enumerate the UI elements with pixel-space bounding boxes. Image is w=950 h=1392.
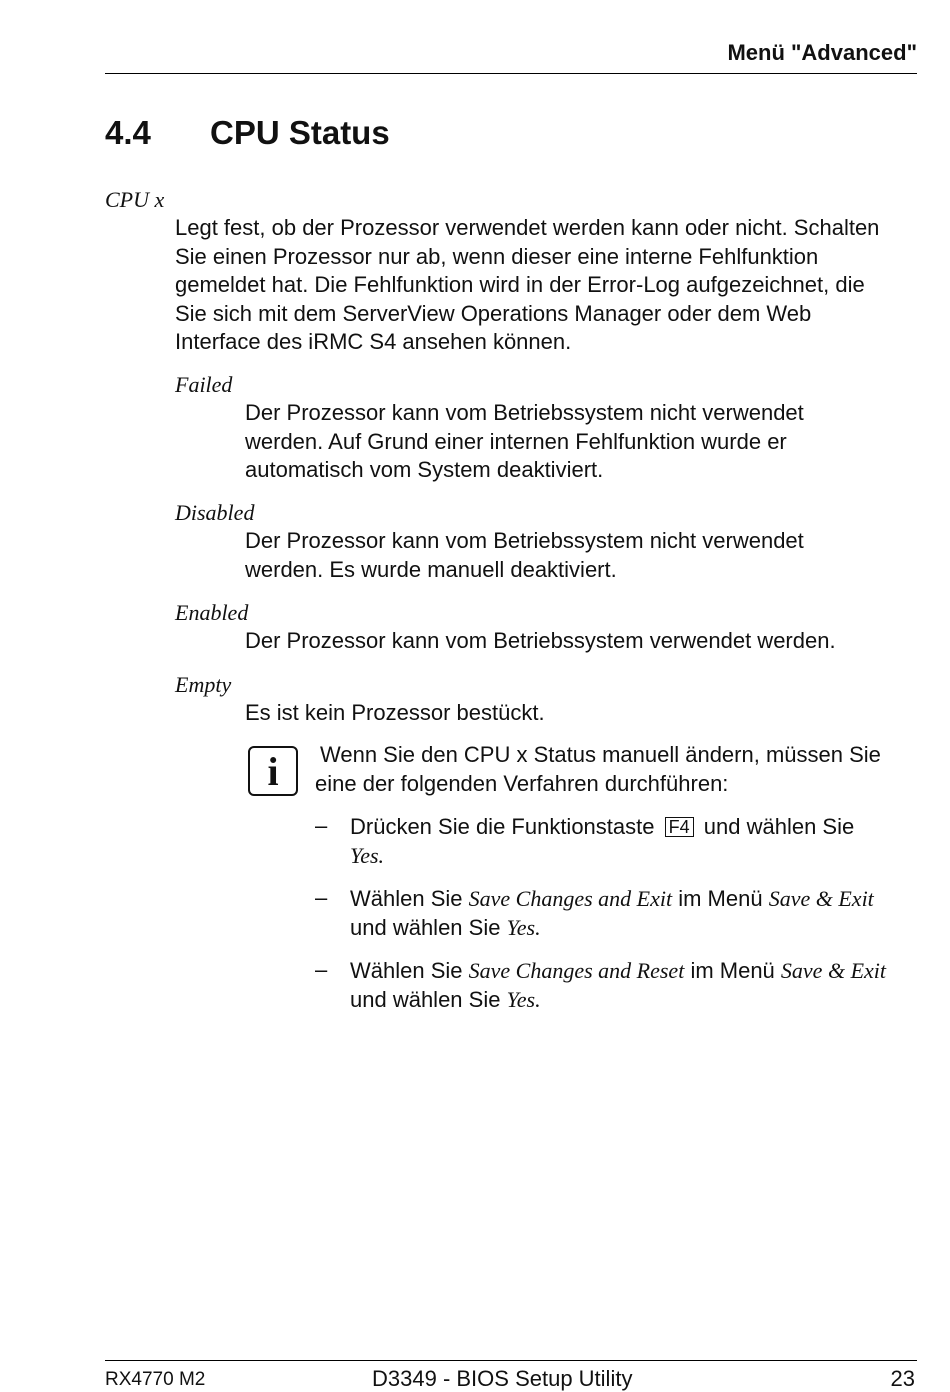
bullet-item — [350, 813, 910, 870]
option-desc-line: Der Prozessor kann vom Betriebssystem verwendet werden. — [245, 628, 836, 653]
note-line: Wenn Sie den CPU x Status manuell ändern, müssen Sie — [320, 742, 881, 767]
bullet-text: Wählen Sie — [350, 886, 463, 911]
bullet-dash: – — [315, 957, 328, 982]
bullet-line — [350, 957, 925, 986]
punctuation: . — [535, 986, 541, 1012]
footer-model: RX4770 M2 — [105, 1369, 206, 1390]
bullet-item — [350, 885, 920, 942]
option-value: Yes — [506, 986, 536, 1012]
punctuation: . — [535, 914, 541, 940]
section-number: 4.4 — [105, 114, 151, 151]
option-desc-line: Es ist kein Prozessor bestückt. — [245, 700, 545, 725]
option-desc-enabled — [245, 627, 836, 656]
menu-item-name: Save Changes and Reset — [468, 958, 685, 983]
punctuation: . — [378, 842, 385, 868]
option-desc-disabled — [245, 527, 804, 584]
note-text — [315, 741, 881, 798]
description-line: Legt fest, ob der Prozessor verwendet werden kann oder nicht. Schalten — [175, 215, 880, 240]
description-line: Sie sich mit dem ServerView Operations Manager oder dem Web — [175, 300, 812, 326]
description-line: Interface des iRMC S4 ansehen können. — [175, 329, 572, 354]
description-line: Sie einen Prozessor nur ab, wenn dieser eine interne Fehlfunktion — [175, 243, 819, 269]
option-desc-line: Der Prozessor kann vom Betriebssystem nicht verwendet — [245, 400, 804, 425]
bullet-line — [350, 986, 925, 1015]
option-desc-line: werden. Es wurde manuell deaktiviert. — [245, 556, 617, 582]
info-icon: i — [248, 746, 298, 796]
header-rule — [105, 73, 917, 74]
option-desc-line: automatisch vom System deaktiviert. — [245, 457, 604, 482]
bullet-text: und wählen Sie — [350, 914, 501, 940]
option-desc-failed — [245, 399, 804, 485]
bullet-text: Wählen Sie — [350, 958, 463, 983]
option-term-empty: Empty — [175, 672, 232, 697]
option-value: Yes — [506, 914, 536, 940]
option-term-enabled: Enabled — [175, 600, 249, 625]
bullet-line — [350, 914, 920, 943]
footer-doc-title: D3349 - BIOS Setup Utility — [372, 1366, 633, 1391]
option-term-failed: Failed — [175, 372, 233, 397]
bullet-text: Drücken Sie die Funktionstaste — [350, 814, 655, 839]
bullet-text: im Menü — [678, 886, 763, 911]
bullet-dash: – — [315, 885, 328, 910]
bullet-line — [350, 842, 910, 871]
setting-name: CPU x — [105, 187, 165, 212]
option-desc-empty — [245, 699, 545, 728]
footer-rule — [105, 1360, 917, 1361]
bullet-text: und wählen Sie — [350, 986, 501, 1012]
section-title: CPU Status — [210, 114, 390, 151]
bullet-text: und wählen Sie — [703, 814, 855, 839]
note-line: eine der folgenden Verfahren durchführen: — [315, 770, 729, 796]
option-desc-line: werden. Auf Grund einer internen Fehlfunktion wurde er — [245, 428, 787, 454]
description-line: gemeldet hat. Die Fehlfunktion wird in der Error-Log aufgezeichnet, die — [175, 272, 865, 297]
option-term-disabled: Disabled — [175, 500, 255, 525]
option-value: Yes — [350, 842, 379, 868]
bullet-text: im Menü — [690, 958, 775, 983]
running-header: Menü "Advanced" — [727, 40, 917, 65]
bullet-line — [350, 813, 910, 842]
bullet-dash: – — [315, 813, 328, 838]
menu-item-name: Save Changes and Exit — [468, 886, 673, 911]
menu-name: Save & Exit — [768, 886, 874, 911]
function-key-f4: F4 — [665, 817, 694, 837]
bullet-item — [350, 957, 925, 1014]
bullet-line — [350, 885, 920, 914]
option-desc-line: Der Prozessor kann vom Betriebssystem nicht verwendet — [245, 528, 804, 553]
menu-name: Save & Exit — [780, 958, 886, 983]
setting-description — [175, 214, 879, 357]
page-number: 23 — [890, 1366, 915, 1391]
